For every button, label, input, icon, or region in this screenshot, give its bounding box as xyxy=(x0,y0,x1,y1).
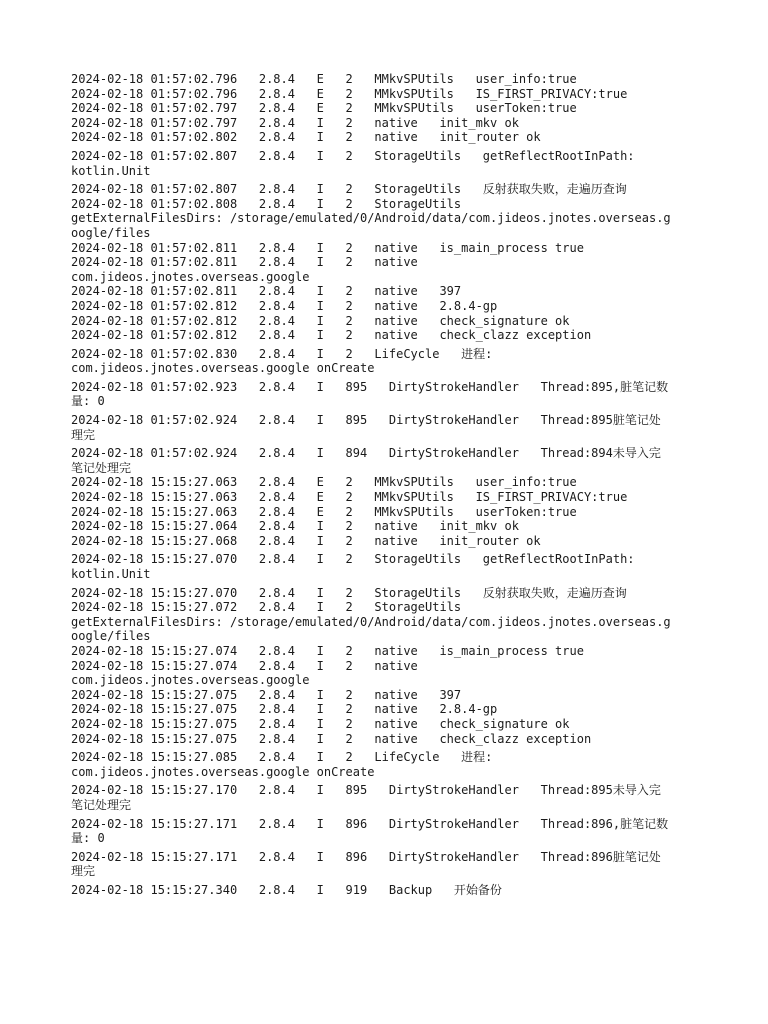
log-entry: 2024-02-18 01:57:02.811 2.8.4 I 2 native 397 xyxy=(71,284,462,299)
log-entry: 2024-02-18 01:57:02.924 2.8.4 I 894 DirtyStrokeHandler Thread:894未导入完 笔记处理完 xyxy=(71,446,661,475)
log-entry: 2024-02-18 15:15:27.072 2.8.4 I 2 StorageUtils getExternalFilesDirs: /storage/emulated/0/Android/data/com.jideos.jnotes.overseas.g oogle/files xyxy=(71,600,671,644)
log-entry: 2024-02-18 01:57:02.796 2.8.4 E 2 MMkvSPUtils user_info:true xyxy=(71,72,577,86)
log-entry: 2024-02-18 15:15:27.171 2.8.4 I 896 DirtyStrokeHandler Thread:896脏笔记处 理完 xyxy=(71,849,661,879)
log-entry: 2024-02-18 15:15:27.070 2.8.4 I 2 StorageUtils getReflectRootInPath: kotlin.Unit xyxy=(71,552,635,581)
log-entry: 2024-02-18 15:15:27.070 2.8.4 I 2 StorageUtils 反射获取失败，走遍历查询 xyxy=(71,585,627,600)
log-entry: 2024-02-18 01:57:02.812 2.8.4 I 2 native 2.8.4-gp xyxy=(71,298,498,313)
log-entry: 2024-02-18 15:15:27.075 2.8.4 I 2 native 2.8.4-gp xyxy=(71,702,498,717)
log-entry: 2024-02-18 15:15:27.075 2.8.4 I 2 native 397 xyxy=(71,687,462,702)
log-entry: 2024-02-18 15:15:27.068 2.8.4 I 2 native init_router ok xyxy=(71,533,541,548)
log-entry: 2024-02-18 01:57:02.796 2.8.4 E 2 MMkvSPUtils IS_FIRST_PRIVACY:true xyxy=(71,86,628,101)
log-entry: 2024-02-18 15:15:27.074 2.8.4 I 2 native com.jideos.jnotes.overseas.google xyxy=(71,658,418,688)
log-entry: 2024-02-18 15:15:27.063 2.8.4 E 2 MMkvSPUtils user_info:true xyxy=(71,475,577,490)
log-entry: 2024-02-18 01:57:02.812 2.8.4 I 2 native check_clazz exception xyxy=(71,328,592,343)
log-entry: 2024-02-18 01:57:02.811 2.8.4 I 2 native is_main_process true xyxy=(71,240,584,255)
log-entry: 2024-02-18 15:15:27.170 2.8.4 I 895 DirtyStrokeHandler Thread:895未导入完 笔记处理完 xyxy=(71,783,661,812)
log-entry: 2024-02-18 01:57:02.830 2.8.4 I 2 LifeCycle 进程: com.jideos.jnotes.overseas.google onCreate xyxy=(71,346,493,376)
log-entry: 2024-02-18 01:57:02.808 2.8.4 I 2 StorageUtils getExternalFilesDirs: /storage/emulated/0/Android/data/com.jideos.jnotes.overseas.g oogle/files xyxy=(71,196,671,240)
log-entry: 2024-02-18 15:15:27.171 2.8.4 I 896 DirtyStrokeHandler Thread:896,脏笔记数 量: 0 xyxy=(71,816,669,846)
log-entry: 2024-02-18 01:57:02.807 2.8.4 I 2 StorageUtils 反射获取失败，走遍历查询 xyxy=(71,182,627,197)
log-entry: 2024-02-18 15:15:27.085 2.8.4 I 2 LifeCycle 进程: com.jideos.jnotes.overseas.google onCreate xyxy=(71,750,493,779)
log-entry: 2024-02-18 15:15:27.075 2.8.4 I 2 native check_clazz exception xyxy=(71,731,592,746)
log-entry: 2024-02-18 01:57:02.802 2.8.4 I 2 native init_router ok xyxy=(71,130,541,145)
log-entry: 2024-02-18 01:57:02.797 2.8.4 I 2 native init_mkv ok xyxy=(71,115,519,130)
log-document xyxy=(71,72,701,897)
log-entry: 2024-02-18 15:15:27.064 2.8.4 I 2 native init_mkv ok xyxy=(71,519,519,534)
log-entry: 2024-02-18 15:15:27.063 2.8.4 E 2 MMkvSPUtils IS_FIRST_PRIVACY:true xyxy=(71,490,628,505)
log-entry: 2024-02-18 15:15:27.340 2.8.4 I 919 Backup 开始备份 xyxy=(71,882,502,897)
log-entry: 2024-02-18 15:15:27.074 2.8.4 I 2 native is_main_process true xyxy=(71,643,584,658)
log-entry: 2024-02-18 15:15:27.075 2.8.4 I 2 native check_signature ok xyxy=(71,716,570,731)
log-entry: 2024-02-18 01:57:02.797 2.8.4 E 2 MMkvSPUtils userToken:true xyxy=(71,101,577,116)
log-entry: 2024-02-18 01:57:02.924 2.8.4 I 895 DirtyStrokeHandler Thread:895脏笔记处 理完 xyxy=(71,413,661,442)
log-entry: 2024-02-18 01:57:02.812 2.8.4 I 2 native check_signature ok xyxy=(71,313,570,328)
log-entry: 2024-02-18 01:57:02.807 2.8.4 I 2 StorageUtils getReflectRootInPath: kotlin.Unit xyxy=(71,148,635,178)
log-entry: 2024-02-18 01:57:02.923 2.8.4 I 895 DirtyStrokeHandler Thread:895,脏笔记数 量: 0 xyxy=(71,379,669,409)
log-entry: 2024-02-18 01:57:02.811 2.8.4 I 2 native com.jideos.jnotes.overseas.google xyxy=(71,255,418,284)
log-entry: 2024-02-18 15:15:27.063 2.8.4 E 2 MMkvSPUtils userToken:true xyxy=(71,504,577,519)
